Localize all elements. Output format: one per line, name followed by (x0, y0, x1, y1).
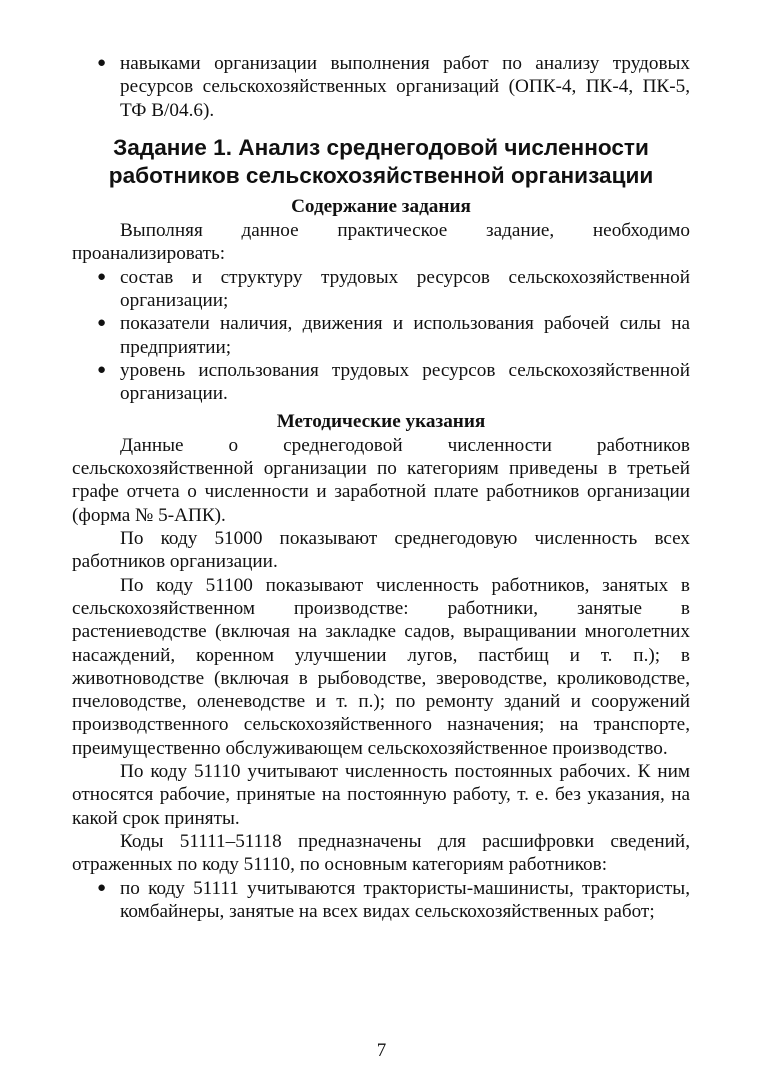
bullet-icon: ● (97, 55, 107, 71)
method-section-heading: Методические указания (276, 410, 486, 432)
list-item-text: показатели наличия, движения и использования рабочей силы на предприятии; (120, 313, 690, 358)
method-paragraph: Коды 51111–51118 предназначены для расшифровки сведений, отраженных по коду 51110, по основным категориям работников: (72, 830, 690, 876)
method-paragraph: По коду 51110 учитывают численность постоянных рабочих. К ним относятся рабочие, принятые на постоянную работу, т. е. без указания, на какой срок приняты. (72, 761, 690, 829)
method-list (72, 877, 690, 924)
list-item (72, 266, 690, 313)
content-intro-paragraph: Выполняя данное практическое задание, необходимо проанализировать: (72, 220, 690, 265)
list-item (72, 359, 690, 406)
list-item-text: навыками организации выполнения работ по анализу трудовых ресурсов сельскохозяйственных организаций (ОПК-4, ПК-4, ПК-5, ТФ В/04.6). (120, 53, 690, 121)
method-paragraph: Данные о среднегодовой численности работников сельскохозяйственной организации по категориям приведены в третьей графе отчета о численности и заработной плате работников организации (форма № 5-АПК). (72, 434, 690, 526)
method-paragraph: По коду 51100 показывают численность работников, занятых в сельскохозяйственном производстве: работники, занятые в растениеводстве (включая на закладке садов, выращивании многолетних насаждений, коренном улучшении лугов, пастбищ и т. п.); в животноводстве (включая в рыбоводстве, звероводстве, кролиководстве, пчеловодстве, оленеводстве и т. п.); по ремонту зданий и сооружений производственного сельскохозяйственного назначения; на транспорте, преимущественно обслуживающем сельскохозяйственное производство. (72, 574, 690, 759)
bullet-icon: ● (97, 315, 107, 332)
list-item-text: уровень использования трудовых ресурсов сельскохозяйственной организации. (120, 359, 690, 405)
task-title-line: работников сельскохозяйственной организации (108, 162, 654, 188)
task-title (72, 134, 690, 190)
list-item-text: по коду 51111 учитываются трактористы-машинисты, трактористы, комбайнеры, занятые на всех видах сельскохозяйственных работ; (120, 877, 690, 922)
document-page (72, 52, 690, 923)
content-list (72, 266, 690, 406)
bullet-icon: ● (97, 268, 107, 285)
method-paragraph: По коду 51000 показывают среднегодовую численность всех работников организации. (72, 528, 690, 573)
page-number: 7 (376, 1040, 387, 1061)
competency-list (72, 52, 690, 122)
list-item (72, 312, 690, 359)
bullet-icon: ● (97, 361, 107, 378)
bullet-icon: ● (97, 879, 107, 896)
content-section-heading: Содержание задания (291, 195, 471, 217)
list-item (72, 52, 690, 122)
list-item (72, 877, 690, 924)
list-item-text: состав и структуру трудовых ресурсов сельскохозяйственной организации; (120, 266, 690, 312)
task-title-line: Задание 1. Анализ среднегодовой численности (113, 134, 649, 160)
